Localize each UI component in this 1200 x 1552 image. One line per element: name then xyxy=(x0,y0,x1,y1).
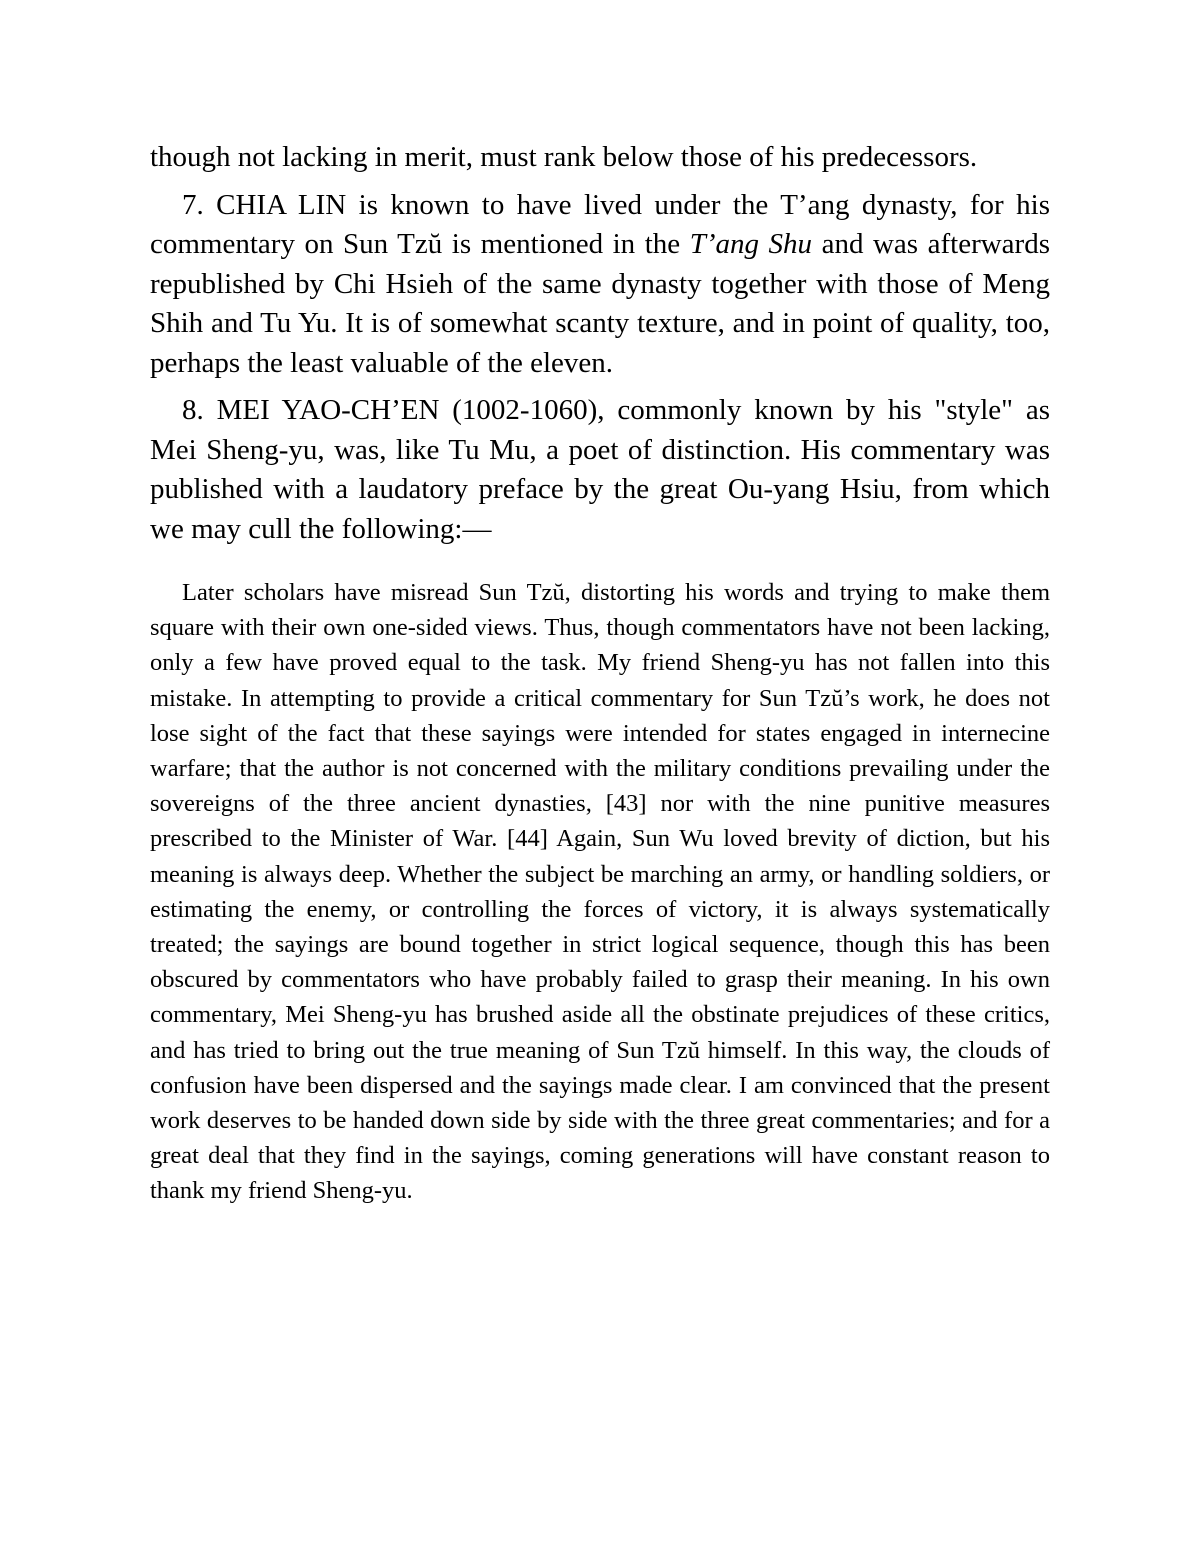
ouyang-hsiu-preface-quote: Later scholars have misread Sun Tzŭ, distorting his words and trying to make them square with their own one-sided views. Thus, though commentators have not been lacking, only a few have proved equal to the task. My friend Sheng-yu has not fallen into this mistake. In attempting to provide a critical commentary for Sun Tzŭ’s work, he does not lose sight of the fact that these sayings were intended for states engaged in internecine warfare; that the author is not concerned with the military conditions prevailing under the sovereigns of the three ancient dynasties, [43] nor with the nine punitive measures prescribed to the Minister of War. [44] Again, Sun Wu loved brevity of diction, but his meaning is always deep. Whether the subject be marching an army, or handling soldiers, or estimating the enemy, or controlling the forces of victory, it is always systematically treated; the sayings are bound together in strict logical sequence, though this has been obscured by commentators who have probably failed to grasp their meaning. In his own commentary, Mei Sheng-yu has brushed aside all the obstinate prejudices of these critics, and has tried to bring out the true meaning of Sun Tzŭ himself. In this way, the clouds of confusion have been dispersed and the sayings made clear. I am convinced that the present work deserves to be handed down side by side with the three great commentaries; and for a great deal that they find in the sayings, coming generations will have constant reason to thank my friend Sheng-yu. xyxy=(150,579,1050,1205)
paragraph-continuation: though not lacking in merit, must rank below those of his predecessors. xyxy=(150,141,978,173)
paragraph-8-mei-yao-chen: 8. MEI YAO-CH’EN (1002-1060), commonly known by his "style" as Mei Sheng-yu, was, like Tu Mu, a poet of distinction. His commentary was published with a laudatory preface by the great Ou-yang Hsiu, from which we may cull the following:— xyxy=(150,394,1050,545)
paragraph-7-text-after-title: and was afterwards republished by Chi Hsieh of the same dynasty together with those of Meng Shih and Tu Yu. It is of somewhat scanty texture, and in point of quality, too, perhaps the least valuable of the eleven. xyxy=(150,228,1050,379)
paragraph-7-chia-lin xyxy=(150,186,1050,384)
paragraph-7-text-before-title: 7. CHIA LIN is known to have lived under the T’ang dynasty, for his commentary on Sun Tzŭ is mentioned in the xyxy=(150,188,1050,260)
book-title-tang-shu: T’ang Shu xyxy=(689,228,813,260)
